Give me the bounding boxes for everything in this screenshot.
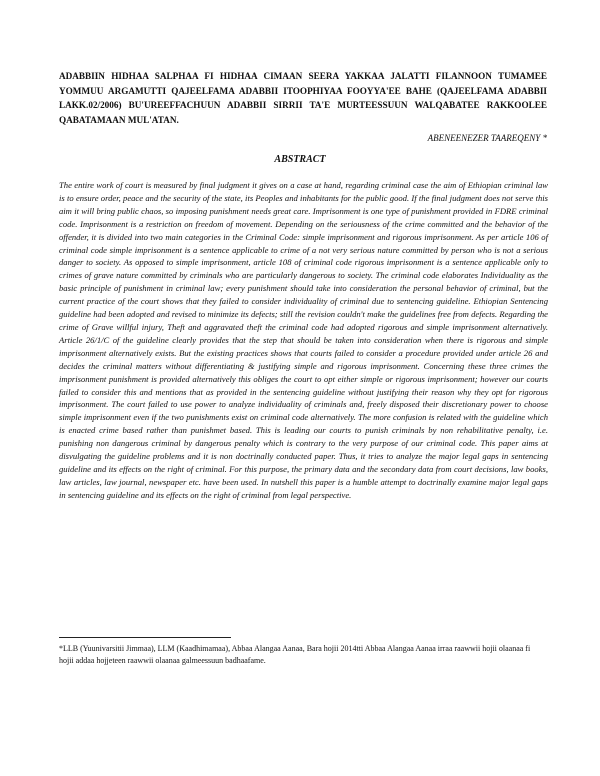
- abstract-text: The entire work of court is measured by final judgment it gives on a case at hand, regarding criminal case the aim of Ethiopian criminal law is to ensure order, peace and the security of the state, its Peoples and inhabitants for the public good. If the final judgment does not serve this aim it will bring public chaos, so imposing punishment needs great care. Imprisonment is one type of punishment provided in FDRE criminal code. Imprisonment is a restriction on freedom of movement. Depending on the seriousness of the crime committed and the behavior of the offender, it is divided into two main categories in the Criminal Code: simple imprisonment and rigorous imprisonment. As per article 106 of criminal code simple imprisonment is a sentence applicable to crime of a not very serious nature committed by person who is not a serious danger to society. As opposed to simple imprisonment, article 108 of criminal code rigorous imprisonment is a sentence applicable only to crimes of grave nature committed by criminals who are particularly dangerous to society. The criminal code elaborates Individuality as the basic principle of punishment in criminal law; every punishment should take into consideration the personal behavior of criminal, but the current practice of the court shows that they failed to consider individuality of criminal due to sentencing guideline. Ethiopian Sentencing guideline had been adopted and revised to minimize its defects; still the revision couldn't make the guidelines free from defects. Regarding the crime of Grave willful injury, Theft and aggravated theft the criminal code had adopted rigorous and simple imprisonment alternatively. Article 26/1/C of the guideline clearly provides that the step that should be taken into consideration when there is rigorous and simple imprisonment alternatively exists. But the existing practices shows that courts failed to consider a procedure provided under article 26 and decides the criminal matters without differentiating & justifying simple and rigorous imprisonment. Concerning these three crimes the imprisonment punishment is provided alternatively this obliges the court to opt either simple or rigorous imprisonment; however our courts failed to consider this and mentions that as provided in the sentencing guideline without justifying their reason why they opt for rigorous imprisonment. The court failed to use power to analyze individuality of criminals and, freely disposed their discretionary power to choose simple imprisonment even if the two punishments exist on criminal code alternatively. The more confusion is related with the guideline which is enacted crime based rather than punishmet based. This is leading our courts to punish criminals by non rehabilitative penalty, i.e. punishing non dangerous criminal by dangerous penalty which is contrary to the very purpose of our criminal code. This paper aims at disvulgating the guideline problems and it is non doctrinally conducted paper. Thus, it tries to analyze the major legal gaps in sentencing guideline and its effects on the right of criminal. For this purpose, the primary data and the secondary data from court decisions, law books, law articles, law journal, newspaper etc. have been used. In nutshell this paper is a humble attempt to doctrinally examine major legal gaps in sentencing guideline and its effects on the right of criminal from legal perspective.: [59, 180, 548, 500]
- paper-title: ADABBIIN HIDHAA SALPHAA FI HIDHAA CIMAAN SEERA YAKKAA JALATTI FILANNOON TUMAMEE YOMMUU ARGAMUTTI QAJEELFAMA ADABBII ITOOPHIYAA FOOYYA'EE BAHE (QAJEELFAMA ADABBII LAKK.02/2006) BU'UREEFFACHUUN ADABBII SIRRII TA'E MURTEESSUUN WALQABATEE RAKKOOLEE QABATAMAAN MUL'ATAN.: [59, 71, 547, 125]
- abstract-heading: ABSTRACT: [274, 154, 326, 165]
- footnote-divider: [59, 637, 231, 638]
- author-name: ABENEENEZER TAAREQENY *: [427, 133, 547, 143]
- author-footnote: *LLB (Yuunivarsitii Jimmaa), LLM (Kaadhimamaa), Abbaa Alangaa Aanaa, Bara hojii 2014tti Abbaa Alangaa Aanaa irraa raawwii hojii olaanaa fi hojii addaa hojjeteen raawwii olaanaa galmeessuun badhaafame.: [59, 644, 531, 665]
